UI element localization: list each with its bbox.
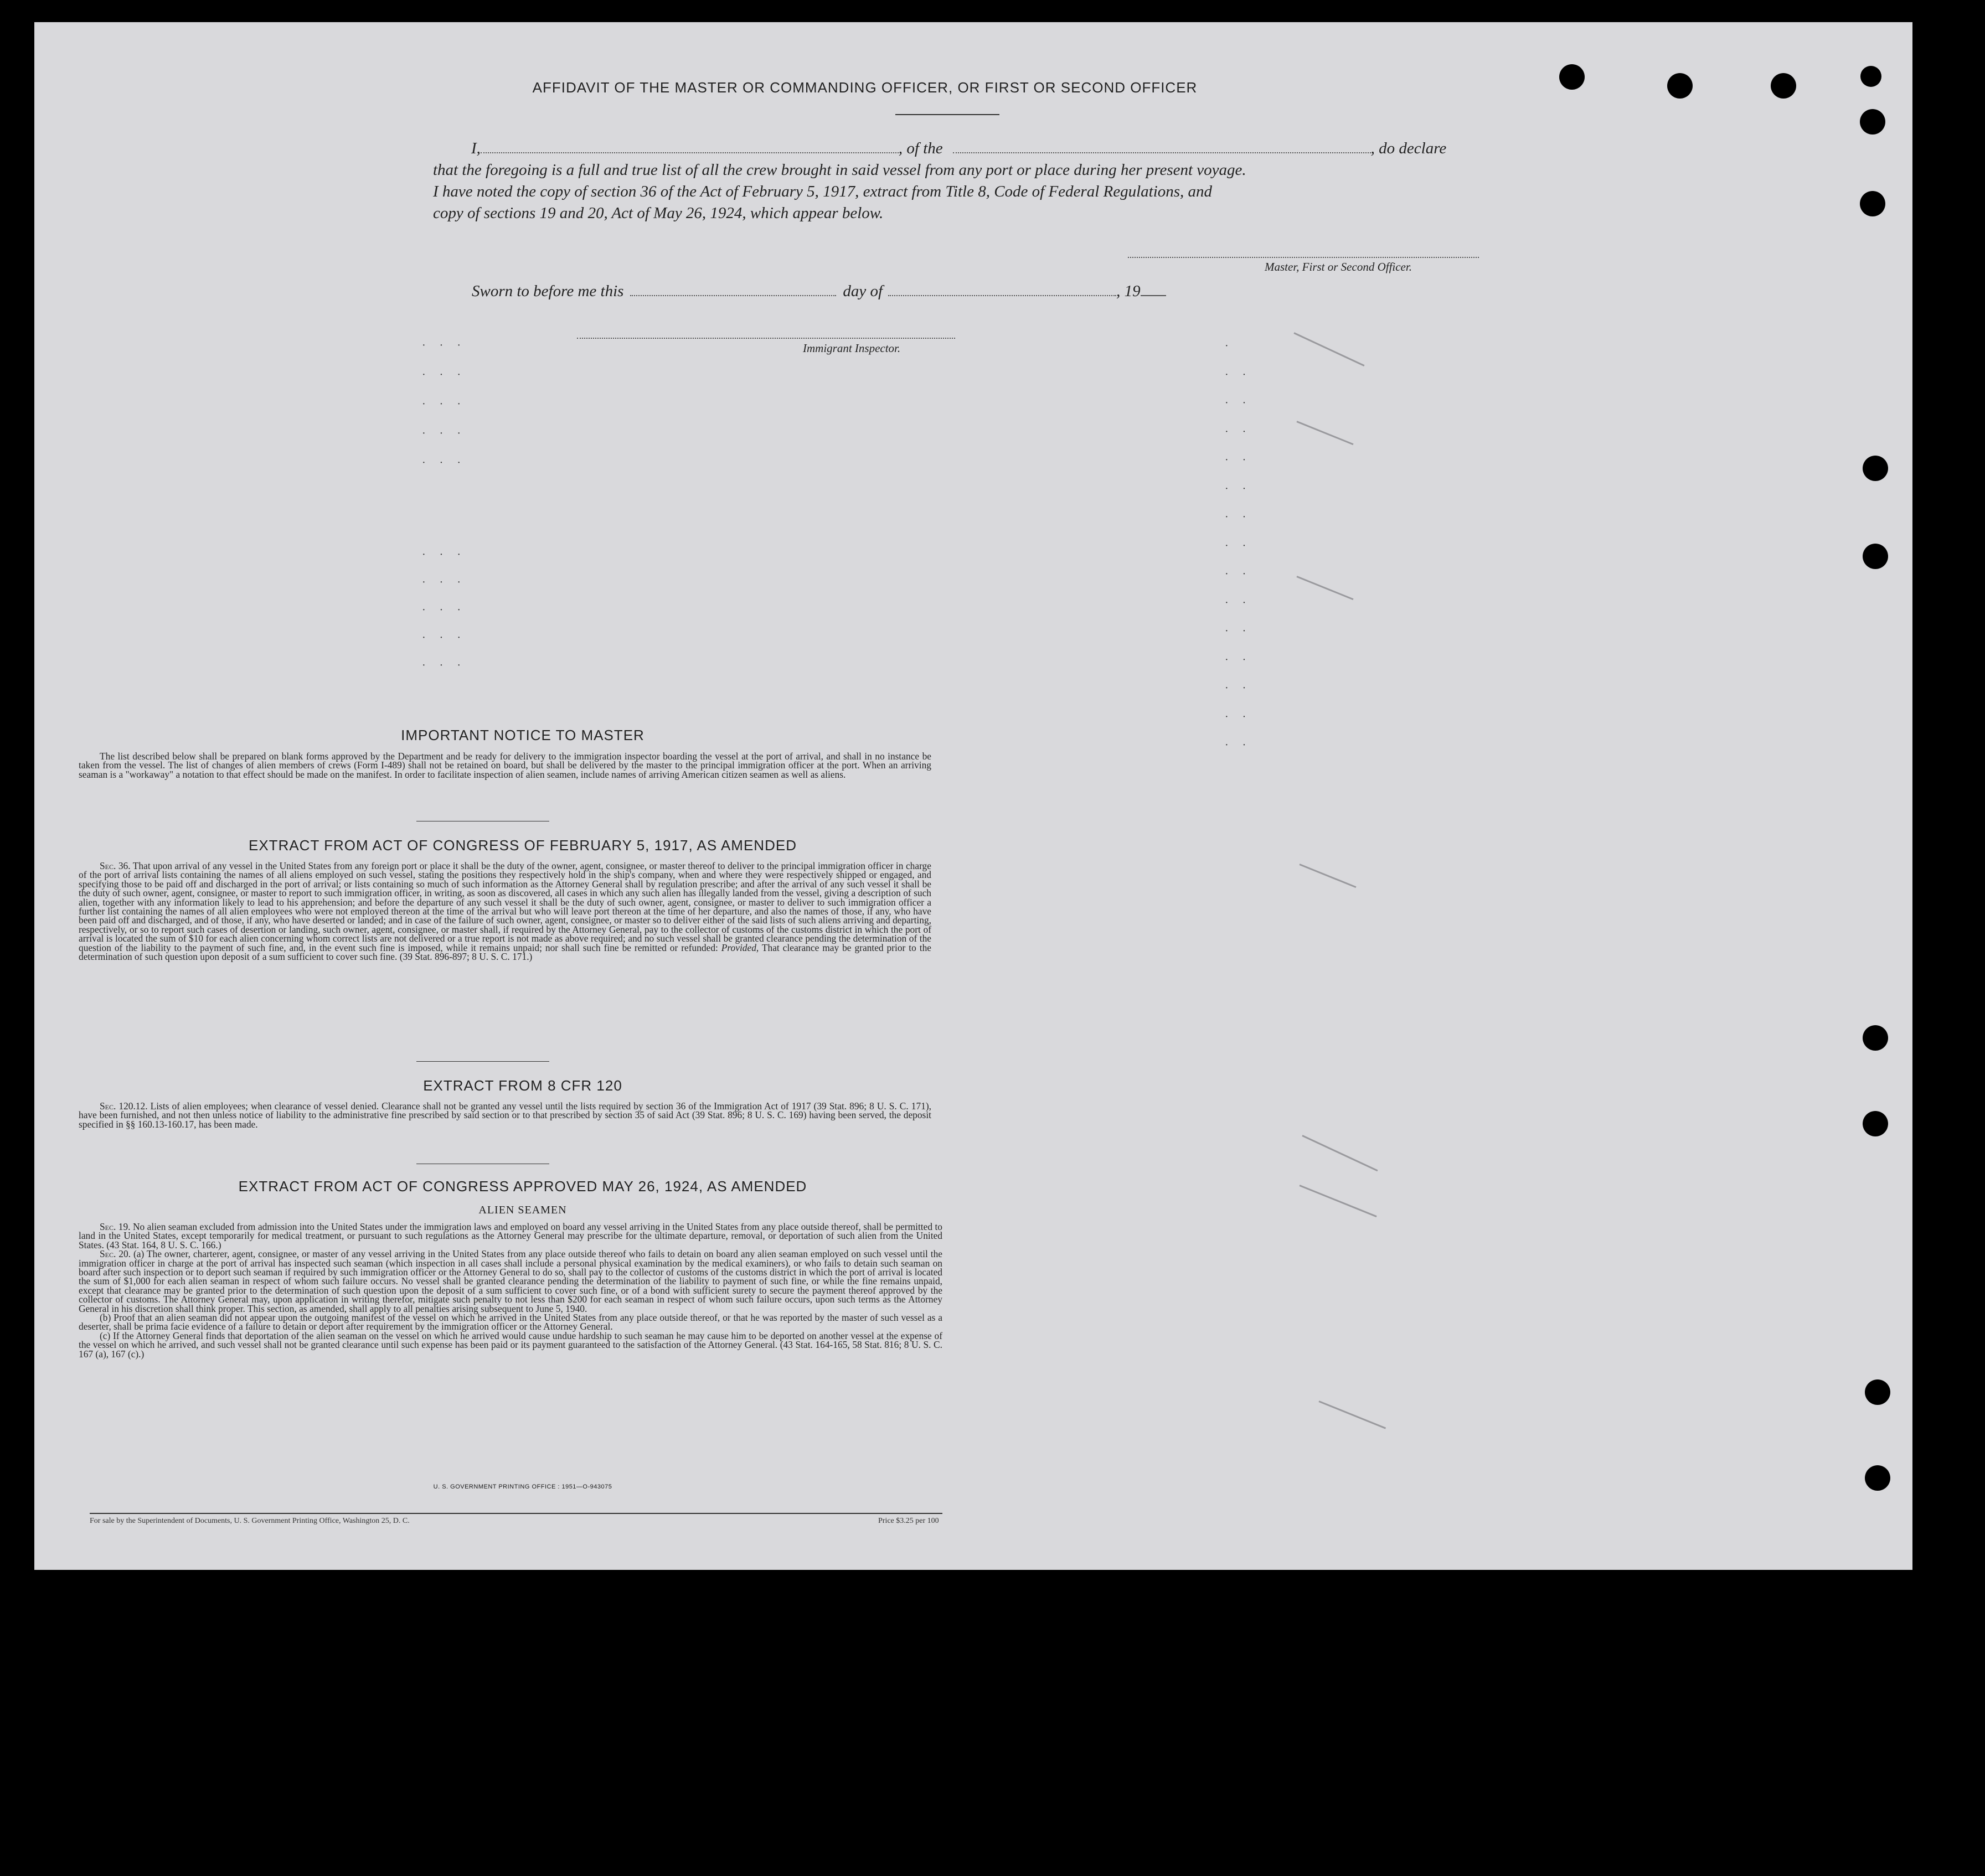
punch-hole (1863, 544, 1888, 569)
left-dot-column-bottom: · · · · · · · · · · · · · · · (422, 549, 466, 671)
sworn-day-blank (630, 295, 836, 296)
bleed-mark (1318, 1400, 1386, 1429)
punch-hole (1860, 109, 1885, 135)
master-caption: Master, First or Second Officer. (1265, 260, 1412, 273)
cfr-heading: EXTRACT FROM 8 CFR 120 (423, 1077, 622, 1094)
alien-seamen-subheading: ALIEN SEAMEN (478, 1204, 567, 1216)
sworn-text: Sworn to before me this (472, 282, 624, 300)
bleed-mark (1293, 332, 1364, 366)
printer-imprint: U. S. GOVERNMENT PRINTING OFFICE : 1951—O-943075 (433, 1484, 612, 1490)
notice-paragraph: The list described below shall be prepared on blank forms approved by the Department and be ready for delivery to the immigration inspector boarding the vessel at the port of arrival, and shall in no instance be taken from the vessel. The list of changes of alien members of crews (Form I-489) shall not be retained on board, but shall be delivered by the master to the principal immigration officer at the port. When an arriving seaman is a "workaway" a notation to that effect should be made on the manifest. In order to facilitate inspection of alien seamen, include names of arriving American citizen seamen as well as aliens. (79, 751, 931, 780)
cfr-text (79, 1102, 931, 1129)
extract-1917-heading: EXTRACT FROM ACT OF CONGRESS OF FEBRUARY 5, 1917, AS AMENDED (249, 837, 797, 854)
inspector-signature-line (577, 338, 955, 339)
sec36-text: That upon arrival of any vessel in the United States from any foreign port or place it shall be the duty of the owner, agent, consignee, or master thereof to deliver to the principal immigration officer in charge of the port of arrival lists containing the names of all aliens employed on such vessel, stating the positions they respectively hold in the ship's company, when and where they were respectively shipped or engaged, and specifying those to be paid off and discharged in the port of arrival; or lists containing so much of such information as the Attorney General shall by regulation prescribe; and after the arrival of any such vessel it shall be the duty of such owner, agent, consignee, or master to report to such immigration officer, in writing, as soon as discovered, all cases in which any such alien has illegally landed from the vessel, giving a description of such alien, together with any information likely to lead to his apprehension; and before the departure of any such vessel it shall be the duty of such owner, agent, consignee, or master to deliver to such immigration officer a further list containing the names of all alien employees who were not employed thereon at the time of the arrival but who will leave port thereon at the time of her departure, and also the names of those, if any, who have been paid off and discharged, and of those, if any, who have deserted or landed; and in case of the failure of such owner, agent, consignee, or master so to deliver either of the said lists of such aliens arriving and departing, respectively, or so to report such cases of desertion or landing, such owner, agent, consignee, or master shall, if required by the Attorney General, pay to the collector of customs of the customs district in which the port of arrival is located the sum of $10 for each alien concerning whom correct lists are not delivered or a true report is not made as above required; and no such vessel shall be granted clearance pending the determination of the question of the liability to the payment of such fine, and, in the event such fine is imposed, while it remains unpaid; nor shall such fine be remitted or refunded: (79, 860, 931, 953)
sec20a-text: (a) The owner, charterer, agent, consignee, or master of any vessel arriving in the United States from any place outside thereof who fails to detain on board any alien seaman employed on such vessel until the immigration officer in charge at the port of arrival has inspected such seaman (which inspection in all cases shall include a personal physical examination by the medical examiners), or who fails to detain such seaman on board after such inspection or to deport such seaman if required by such immigration officer or the Attorney General to do so, shall pay to the collector of customs of the customs district in which the port of arrival is located the sum of $1,000 for each alien seaman in respect of whom such failure occurs. No vessel shall be granted clearance pending the determination of the liability to payment of such fine, or while the fine remains unpaid, except that clearance may be granted prior to the determination of such question upon the deposit of a sum sufficient to cover such fine, or of a bond with sufficient surety to secure the payment thereof approved by the collector of customs. The Attorney General may, upon application in writing therefor, mitigate such penalty to not less than $200 for each seaman in respect of whom such failure occurs, upon such terms as the Attorney General in his discretion shall think proper. This section, as amended, shall apply to all penalties arising subsequent to June 5, 1940. (79, 1248, 942, 1314)
vessel-blank (953, 152, 1371, 153)
affidavit-line-2: that the foregoing is a full and true list of all the crew brought in said vessel from any port or place during her present voyage. (433, 161, 1246, 179)
punch-hole (1865, 1465, 1890, 1491)
sec19-text: No alien seaman excluded from admission into the United States under the immigration laws and employed on board any vessel arriving in the United States from any place outside thereof, shall be permitted to land in the United States, except temporarily for medical treatment, or pursuant to such regulations as the Attorney General may prescribe for the ultimate departure, removal, or deportation of such alien from the United States. (43 Stat. 164, 8 U. S. C. 166.) (79, 1221, 942, 1250)
extract-1924-text (79, 1222, 942, 1358)
footer-rule (90, 1513, 942, 1514)
bleed-mark (1299, 864, 1356, 888)
affidavit-title: AFFIDAVIT OF THE MASTER OR COMMANDING OFFICER, OR FIRST OR SECOND OFFICER (532, 79, 1198, 96)
provided-word: Provided, (721, 942, 759, 953)
extract-1917-text (79, 861, 931, 961)
sec120-label: Sec. 120.12. (100, 1100, 148, 1112)
punch-hole (1860, 66, 1881, 87)
affidavit-of-the: , of the (898, 139, 943, 157)
affidavit-i: I, (471, 139, 481, 157)
sec120-text: Lists of alien employees; when clearance of vessel denied. Clearance shall not be granted any vessel until the lists required by section 36 of the Immigration Act of 1917 (39 Stat. 896; 8 U. S. C. 171), have been furnished, and not then unless notice of liability to the administrative fine prescribed by said section or to that prescribed by section 35 of said Act (39 Stat. 896; 8 U. S. C. 169) having been served, the deposit specified in §§ 160.13-160.17, has been made. (79, 1100, 931, 1130)
sworn-year-label: , 19 (1116, 282, 1141, 300)
punch-hole (1559, 64, 1585, 90)
inspector-caption: Immigrant Inspector. (803, 342, 901, 355)
title-rule (895, 114, 999, 115)
footer-right: Price $3.25 per 100 (878, 1517, 939, 1525)
bleed-mark (1296, 576, 1353, 600)
bleed-mark (1299, 1185, 1376, 1217)
extract-1917-rule (416, 1061, 549, 1062)
extract-1924-heading: EXTRACT FROM ACT OF CONGRESS APPROVED MAY 26, 1924, AS AMENDED (238, 1178, 807, 1195)
punch-hole (1860, 191, 1885, 216)
punch-hole (1863, 1111, 1888, 1136)
bleed-mark (1302, 1135, 1378, 1171)
master-signature-line (1128, 257, 1479, 258)
affidavit-line-1 (471, 139, 1446, 158)
sec20b-text: (b) Proof that an alien seaman did not appear upon the outgoing manifest of the vessel on which he arrived in the United States from any place outside thereof, or that he was reported by the master of such vessel as a deserter, shall be prima facie evidence of a failure to detain or deport after requirement by the immigration officer or the Attorney General. (79, 1312, 942, 1332)
name-blank (481, 152, 899, 153)
affidavit-line-4: copy of sections 19 and 20, Act of May 26, 1924, which appear below. (433, 204, 884, 222)
right-dot-column: · · · · · · · · · · · · · · · · · · · · · · · · · · · · · (1225, 340, 1252, 751)
sec19-label: Sec. 19. (100, 1221, 131, 1232)
punch-hole (1863, 456, 1888, 481)
left-dot-column-top: · · · · · · · · · · · · · · · (422, 339, 466, 469)
sworn-month-blank (888, 295, 1116, 296)
punch-hole (1667, 73, 1693, 99)
document-page (34, 22, 1912, 1570)
notice-heading: IMPORTANT NOTICE TO MASTER (401, 727, 645, 743)
affidavit-declare: , do declare (1370, 139, 1447, 157)
sworn-line (472, 282, 1166, 301)
punch-hole (1865, 1379, 1890, 1405)
sec36-text-end: That clearance may be granted prior to the determination of such question upon deposit of a sum sufficient to cover such fine. (39 Stat. 896-897; 8 U. S. C. 171.) (79, 942, 931, 963)
sec20-label: Sec. 20. (100, 1248, 131, 1260)
sec36-label: Sec. 36. (100, 860, 131, 871)
bleed-mark (1296, 421, 1353, 445)
notice-text (79, 752, 931, 779)
sec20c-text: (c) If the Attorney General finds that deportation of the alien seaman on the vessel on which he arrived would cause undue hardship to such seaman he may cause him to be deported on another vessel at the expense of the vessel on which he arrived, and such vessel shall not be granted clearance until such expense has been paid or its payment guaranteed to the satisfaction of the Attorney General. (43 Stat. 164-165, 58 Stat. 816; 8 U. S. C. 167 (a), 167 (c).) (79, 1330, 942, 1360)
punch-hole (1771, 73, 1796, 99)
punch-hole (1863, 1025, 1888, 1051)
footer-left: For sale by the Superintendent of Documents, U. S. Government Printing Office, Washington 25, D. C. (90, 1517, 410, 1525)
sworn-year-blank (1141, 295, 1166, 296)
affidavit-line-3: I have noted the copy of section 36 of the Act of February 5, 1917, extract from Title 8, Code of Federal Regulations, and (433, 183, 1213, 200)
sworn-day-label: day of (843, 282, 883, 300)
